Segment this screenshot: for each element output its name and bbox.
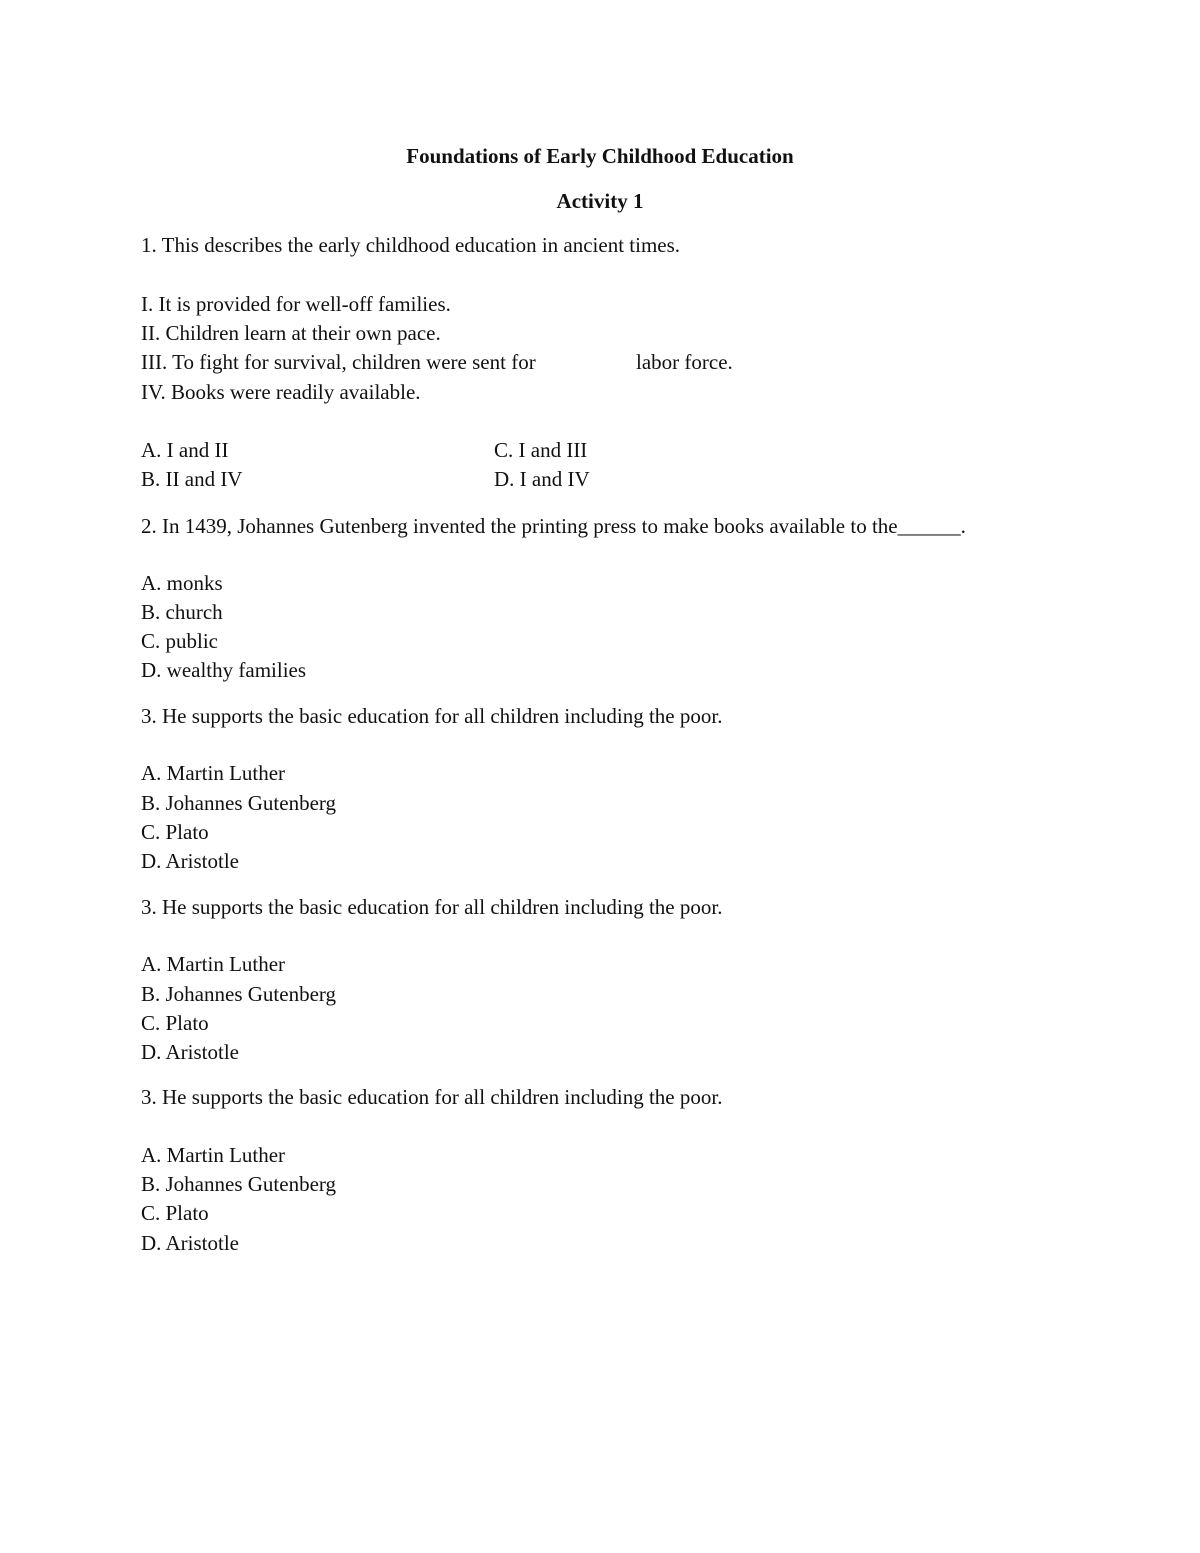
q3c-choice-b: B. Johannes Gutenberg <box>141 1172 336 1196</box>
document-title: Foundations of Early Childhood Education <box>406 144 794 168</box>
activity-heading: Activity 1 <box>556 189 644 213</box>
q3a-choice-d: D. Aristotle <box>141 849 239 873</box>
q1-statement-3-tail: labor force. <box>636 350 733 374</box>
q3c-choice-c: C. Plato <box>141 1201 209 1225</box>
q2-choice-d: D. wealthy families <box>141 658 307 682</box>
q3a-choice-c: C. Plato <box>141 820 209 844</box>
q1-choice-c: C. I and III <box>494 438 588 462</box>
q1-choice-d: D. I and IV <box>494 467 590 491</box>
q1-statement-3: III. To fight for survival, children were sent for <box>141 350 536 374</box>
q1-statement-2: II. Children learn at their own pace. <box>141 321 441 345</box>
q3b-choice-b: B. Johannes Gutenberg <box>141 982 336 1006</box>
q1-statement-4: IV. Books were readily available. <box>141 380 421 404</box>
q3b-choice-c: C. Plato <box>141 1011 209 1035</box>
question-3-third: 3. He supports the basic education for all children including the poor. <box>141 1085 723 1109</box>
q3a-choice-a: A. Martin Luther <box>141 761 286 785</box>
q3c-choice-d: D. Aristotle <box>141 1231 239 1255</box>
q2-choice-b: B. church <box>141 600 223 624</box>
q3a-choice-b: B. Johannes Gutenberg <box>141 791 336 815</box>
q1-statement-1: I. It is provided for well-off families. <box>141 292 451 316</box>
q2-choice-a: A. monks <box>141 571 223 595</box>
q3c-choice-a: A. Martin Luther <box>141 1143 286 1167</box>
q1-choice-a: A. I and II <box>141 438 229 462</box>
q3b-choice-d: D. Aristotle <box>141 1040 239 1064</box>
question-3-second: 3. He supports the basic education for all children including the poor. <box>141 895 723 919</box>
question-2: 2. In 1439, Johannes Gutenberg invented the printing press to make books available to the______. <box>141 514 966 538</box>
question-1: 1. This describes the early childhood education in ancient times. <box>141 233 681 257</box>
q1-choice-b: B. II and IV <box>141 467 243 491</box>
q3b-choice-a: A. Martin Luther <box>141 952 286 976</box>
q2-choice-c: C. public <box>141 629 218 653</box>
question-3-first: 3. He supports the basic education for all children including the poor. <box>141 704 723 728</box>
